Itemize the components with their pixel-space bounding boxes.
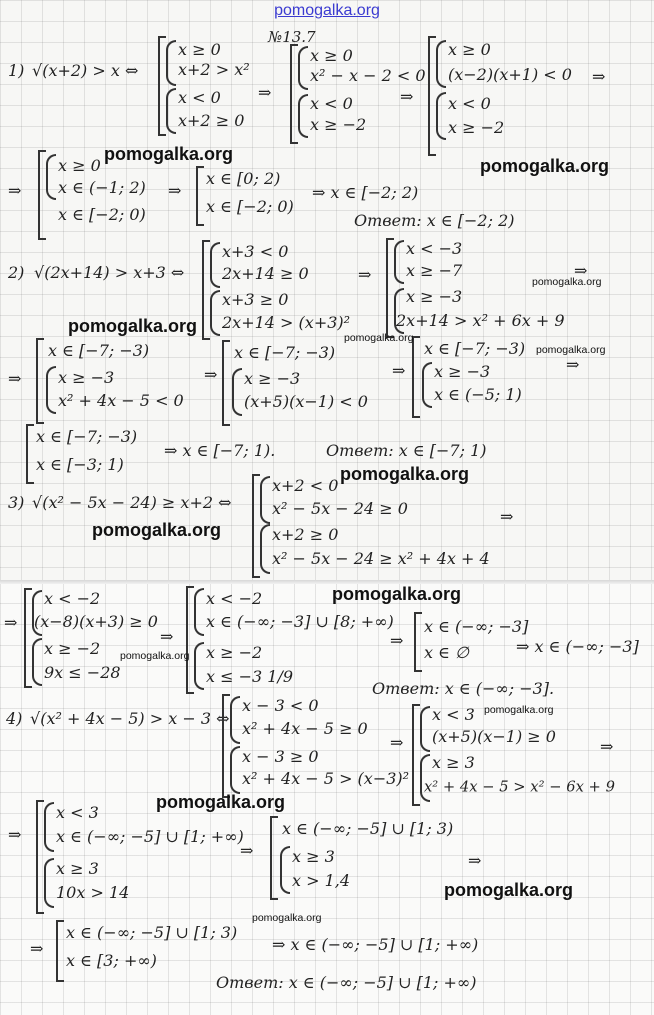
p2-arrow-6: ⇒ [566, 355, 580, 374]
p2-s6-0: x ∈ [−7; −3) [36, 427, 138, 446]
page-seam [0, 580, 654, 584]
p3-s2-brace-b [32, 638, 42, 686]
p1-sysA-1: x+2 > x² [178, 60, 250, 79]
watermark: pomogalka.org [252, 912, 322, 924]
p4-s2-brace-a [420, 706, 430, 752]
p2-s2-brace-a [394, 240, 404, 284]
p4-s3-bracket [36, 800, 44, 914]
p4-s5-0: x ∈ (−∞; −5] ∪ [1; 3) [66, 923, 238, 942]
p4-arrow-2: ⇒ [600, 737, 614, 756]
p2-sysB-0: x+3 ≥ 0 [222, 290, 289, 309]
problem-number: №13.7 [268, 28, 316, 46]
p1-s3b-1: x ≥ −2 [448, 118, 505, 137]
p1-s3-bracket [428, 36, 436, 156]
p4-arrow-3: ⇒ [8, 825, 22, 844]
p1-sysB-1: x+2 ≥ 0 [178, 111, 245, 130]
site-header-link[interactable]: pomogalka.org [274, 2, 380, 19]
p4-arrow-5: ⇒ [468, 851, 482, 870]
p4-arrow-4: ⇒ [240, 841, 254, 860]
p1-sysA-0: x ≥ 0 [178, 40, 221, 59]
p4-s2b-0: x ≥ 3 [432, 753, 475, 772]
p4-result: ⇒ x ∈ (−∞; −5] ∪ [1; +∞) [272, 935, 479, 954]
p1-s4a-1: x ∈ (−1; 2) [58, 178, 146, 197]
p2-s4b-1: (x+5)(x−1) < 0 [244, 392, 368, 411]
p1-s5a-0: x ∈ [0; 2) [206, 169, 281, 188]
p4-s4a-0: x ∈ (−∞; −5] ∪ [1; 3) [282, 819, 454, 838]
p1-s3-brace-b [436, 92, 446, 140]
watermark: pomogalka.org [480, 156, 610, 176]
p2-s2-bracket [386, 238, 394, 338]
p4-s5-bracket [56, 920, 64, 982]
p2-arrow-2: ⇒ [574, 261, 588, 280]
p4-s3b-1: 10x > 14 [56, 883, 130, 902]
p4-s4b-1: x > 1,4 [292, 871, 351, 890]
p4-sysA-0: x − 3 < 0 [242, 696, 319, 715]
p3-arrow-2: ⇒ [4, 613, 18, 632]
p1-arrow-2: ⇒ [400, 87, 414, 106]
p3-s2-bracket [24, 588, 32, 688]
p2-s3-brace-b [46, 366, 56, 414]
p2-s4a-0: x ∈ [−7; −3) [234, 343, 336, 362]
p3-brace-a [260, 476, 270, 524]
p4-expression: √(x² + 4x − 5) > x − 3 ⇔ [30, 709, 230, 728]
p3-s3-bracket [186, 586, 194, 694]
p1-union-bracket [158, 36, 166, 136]
p4-arrow-1: ⇒ [390, 733, 404, 752]
p1-label: 1) [8, 61, 25, 80]
p4-s5-1: x ∈ [3; +∞) [66, 951, 157, 970]
p3-s2a-1: (x−8)(x+3) ≥ 0 [34, 612, 158, 631]
p2-s3b-0: x ≥ −3 [58, 368, 115, 387]
p3-sysA-0: x+2 < 0 [272, 476, 339, 495]
watermark: pomogalka.org [156, 792, 286, 812]
p3-s3a-1: x ∈ (−∞; −3] ∪ [8; +∞) [206, 612, 394, 631]
p2-s3a-0: x ∈ [−7; −3) [48, 341, 150, 360]
p3-sysA-1: x² − 5x − 24 ≥ 0 [272, 499, 408, 518]
p1-s4a-0: x ≥ 0 [58, 156, 101, 175]
p1-s5b-0: x ∈ [−2; 0) [206, 197, 294, 216]
p1-brace-a [166, 40, 176, 86]
p2-arrow-5: ⇒ [392, 361, 406, 380]
p4-union-bracket [222, 694, 230, 798]
p3-arrow-1: ⇒ [500, 507, 514, 526]
p3-arrow-3: ⇒ [160, 627, 174, 646]
p4-s2-bracket [412, 704, 420, 806]
p2-s5a-0: x ∈ [−7; −3) [424, 339, 526, 358]
p4-brace-b [230, 746, 240, 794]
p1-s4b-0: x ∈ [−2; 0) [58, 205, 146, 224]
p1-s2b-1: x ≥ −2 [310, 115, 367, 134]
p2-brace-a [210, 242, 220, 288]
p4-s3b-0: x ≥ 3 [56, 859, 99, 878]
p1-s2-brace-b [298, 94, 308, 138]
p2-sysA-1: 2x+14 ≥ 0 [222, 264, 309, 283]
p1-arrow-1: ⇒ [258, 83, 272, 102]
watermark: pomogalka.org [344, 332, 414, 344]
p2-s6-1: x ∈ [−3; 1) [36, 455, 124, 474]
p3-result: ⇒ x ∈ (−∞; −3] [516, 637, 639, 656]
p1-s2-bracket [290, 44, 298, 144]
p2-s3b-1: x² + 4x − 5 < 0 [58, 391, 184, 410]
watermark: pomogalka.org [332, 584, 462, 604]
watermark: pomogalka.org [120, 650, 190, 662]
watermark: pomogalka.org [104, 144, 234, 164]
p3-answer: Ответ: x ∈ (−∞; −3]. [372, 679, 555, 698]
p4-s2a-0: x < 3 [432, 705, 475, 724]
p2-sysB-1: 2x+14 > (x+3)² [222, 313, 351, 332]
p1-s4-bracket [38, 150, 46, 240]
p2-s2a-0: x < −3 [406, 239, 463, 258]
p4-s3a-1: x ∈ (−∞; −5] ∪ [1; +∞) [56, 827, 244, 846]
p4-arrow-6: ⇒ [30, 939, 44, 958]
p4-sysA-1: x² + 4x − 5 ≥ 0 [242, 719, 368, 738]
p1-s2a-0: x ≥ 0 [310, 46, 353, 65]
watermark: pomogalka.org [340, 464, 470, 484]
p3-s3-brace-b [194, 642, 204, 690]
p3-arrow-4: ⇒ [390, 631, 404, 650]
p3-s2b-1: 9x ≤ −28 [44, 663, 121, 682]
p3-sysB-0: x+2 ≥ 0 [272, 525, 339, 544]
p1-s4-brace-a [46, 154, 56, 200]
p3-label: 3) [8, 493, 25, 512]
p2-sysA-0: x+3 < 0 [222, 242, 289, 261]
p3-s3a-0: x < −2 [206, 589, 263, 608]
p4-s4-bracket [270, 816, 278, 900]
p1-sysB-0: x < 0 [178, 88, 221, 107]
watermark: pomogalka.org [444, 880, 574, 900]
p4-s3-brace-a [44, 802, 54, 852]
p3-sysB-1: x² − 5x − 24 ≥ x² + 4x + 4 [272, 549, 490, 568]
p2-s2b-0: x ≥ −3 [406, 287, 463, 306]
p2-s6-bracket [26, 424, 34, 484]
p4-answer: Ответ: x ∈ (−∞; −5] ∪ [1; +∞) [216, 973, 477, 992]
p4-sysB-1: x² + 4x − 5 > (x−3)² [242, 769, 410, 788]
p2-brace-b [210, 290, 220, 336]
p2-union-bracket [202, 240, 210, 340]
p1-expression: √(x+2) > x ⇔ [32, 61, 139, 80]
p2-arrow-3: ⇒ [8, 369, 22, 388]
p2-s4b-0: x ≥ −3 [244, 369, 301, 388]
p1-answer: Ответ: x ∈ [−2; 2) [354, 211, 515, 230]
p2-result: ⇒ x ∈ [−7; 1). [164, 441, 276, 460]
watermark: pomogalka.org [484, 704, 554, 716]
p3-union-bracket [252, 474, 260, 578]
p3-brace-b [260, 524, 270, 574]
p2-label: 2) [8, 263, 25, 282]
p3-expression: √(x² − 5x − 24) ≥ x+2 ⇔ [32, 493, 232, 512]
p3-s2b-0: x ≥ −2 [44, 639, 101, 658]
p2-s5b-1: x ∈ (−5; 1) [434, 385, 522, 404]
p1-brace-b [166, 88, 176, 134]
p1-s3b-0: x < 0 [448, 94, 491, 113]
p1-s2a-1: x² − x − 2 < 0 [310, 66, 426, 85]
p4-s2a-1: (x+5)(x−1) ≥ 0 [432, 727, 556, 746]
p1-s2b-0: x < 0 [310, 94, 353, 113]
p3-s2a-0: x < −2 [44, 589, 101, 608]
p4-label: 4) [6, 709, 23, 728]
p4-sysB-0: x − 3 ≥ 0 [242, 747, 319, 766]
p4-s4b-0: x ≥ 3 [292, 847, 335, 866]
p3-s4-bracket [414, 612, 422, 672]
p2-arrow-1: ⇒ [358, 265, 372, 284]
p1-s2-brace-a [298, 46, 308, 90]
p4-s3-brace-b [44, 858, 54, 908]
p4-brace-a [230, 696, 240, 744]
p3-s4-1: x ∈ ∅ [424, 643, 469, 662]
p2-s2a-1: x ≥ −7 [406, 261, 463, 280]
p2-answer: Ответ: x ∈ [−7; 1) [326, 441, 487, 460]
p3-s3-brace-a [194, 588, 204, 636]
p2-s5-brace-b [422, 362, 432, 408]
p2-s2b-1: 2x+14 > x² + 6x + 9 [396, 311, 565, 330]
p3-s3b-0: x ≥ −2 [206, 643, 263, 662]
p1-s5-bracket [196, 166, 204, 226]
p4-s2b-1: x² + 4x − 5 > x² − 6x + 9 [424, 777, 615, 796]
p1-arrow-5: ⇒ [168, 181, 182, 200]
p4-s4-brace-b [280, 846, 290, 894]
p2-arrow-4: ⇒ [204, 365, 218, 384]
p2-s5-bracket [412, 336, 420, 418]
p1-arrow-4: ⇒ [8, 181, 22, 200]
p1-s3-brace-a [436, 40, 446, 88]
p3-s3b-1: x ≤ −3 1/9 [206, 667, 294, 686]
p2-s4-bracket [222, 340, 230, 426]
p1-s3a-1: (x−2)(x+1) < 0 [448, 65, 572, 84]
p1-s3a-0: x ≥ 0 [448, 40, 491, 59]
p1-arrow-3: ⇒ [592, 67, 606, 86]
p2-expression: √(2x+14) > x+3 ⇔ [34, 263, 185, 282]
p2-s5b-0: x ≥ −3 [434, 362, 491, 381]
p4-s3a-0: x < 3 [56, 803, 99, 822]
p2-s3-bracket [36, 338, 44, 424]
watermark: pomogalka.org [68, 316, 198, 336]
p2-s4-brace-b [232, 368, 242, 416]
p3-s4-0: x ∈ (−∞; −3] [424, 617, 529, 636]
p1-result: ⇒ x ∈ [−2; 2) [312, 183, 419, 202]
watermark: pomogalka.org [536, 344, 606, 356]
watermark: pomogalka.org [532, 276, 602, 288]
watermark: pomogalka.org [92, 520, 222, 540]
